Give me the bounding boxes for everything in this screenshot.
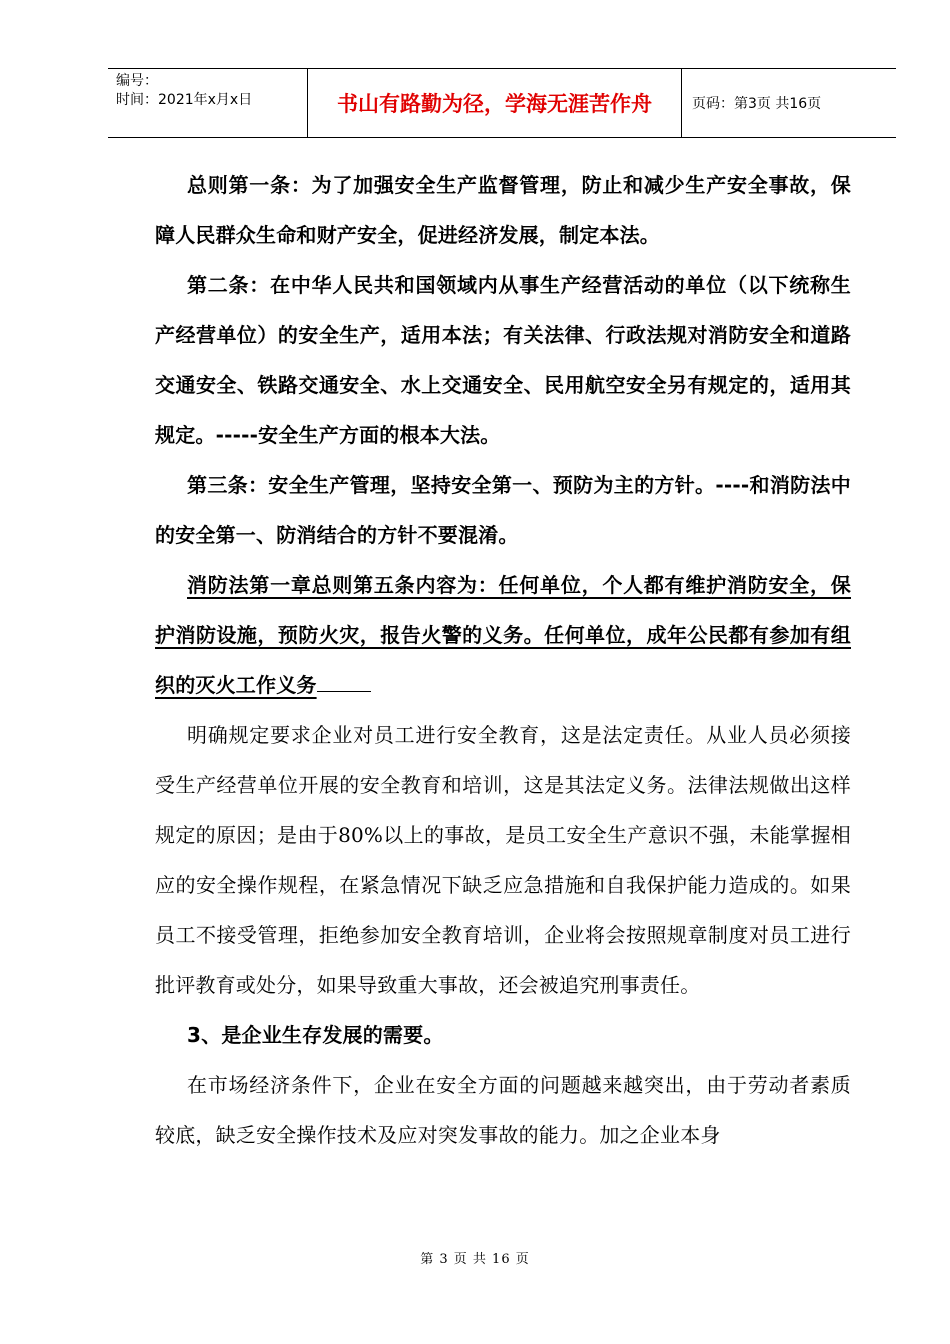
section-heading: 3、是企业生存发展的需要。 <box>187 1023 444 1047</box>
fire-law-paragraph <box>155 560 851 710</box>
page-footer: 第 3 页 共 16 页 <box>420 1252 530 1267</box>
header-meta <box>108 69 308 137</box>
document-body <box>155 160 851 1160</box>
header-motto: 书山有路勤为径，学海无涯苦作舟 <box>308 69 682 137</box>
page-header <box>108 68 896 138</box>
article-1-paragraph: 总则第一条：为了加强安全生产监督管理，防止和减少生产安全事故，保障人民群众生命和财产安全，促进经济发展，制定本法。 <box>155 173 851 247</box>
article-2-paragraph: 第二条：在中华人民共和国领域内从事生产经营活动的单位（以下统称生产经营单位）的安全生产，适用本法；有关法律、行政法规对消防安全和道路交通安全、铁路交通安全、水上交通安全、民用航空安全另有规定的，适用其规定。-----安全生产方面的根本大法。 <box>155 273 851 447</box>
fire-law-text: 消防法第一章总则第五条内容为：任何单位，个人都有维护消防安全，保护消防设施，预防火灾，报告火警的义务。任何单位，成年公民都有参加有组织的灭火工作义务 <box>155 573 851 697</box>
education-paragraph: 明确规定要求企业对员工进行安全教育，这是法定责任。从业人员必须接受生产经营单位开展的安全教育和培训，这是其法定义务。法律法规做出这样规定的原因；是由于80%以上的事故，是员工安全生产意识不强，未能掌握相应的安全操作规程，在紧急情况下缺乏应急措施和自我保护能力造成的。如果员工不接受管理，拒绝参加安全教育培训，企业将会按照规章制度对员工进行批评教育或处分，如果导致重大事故，还会被追究刑事责任。 <box>155 723 851 997</box>
underline-tail <box>317 669 371 692</box>
market-paragraph: 在市场经济条件下，企业在安全方面的问题越来越突出，由于劳动者素质较底，缺乏安全操作技术及应对突发事故的能力。加之企业本身 <box>155 1073 851 1147</box>
article-3-paragraph: 第三条：安全生产管理，坚持安全第一、预防为主的方针。----和消防法中的安全第一、防消结合的方针不要混淆。 <box>155 473 851 547</box>
time-label: 时间：2021年x月x日 <box>116 92 253 108</box>
number-label: 编号： <box>116 73 158 89</box>
header-page-info: 页码：第3页 共16页 <box>692 96 822 112</box>
